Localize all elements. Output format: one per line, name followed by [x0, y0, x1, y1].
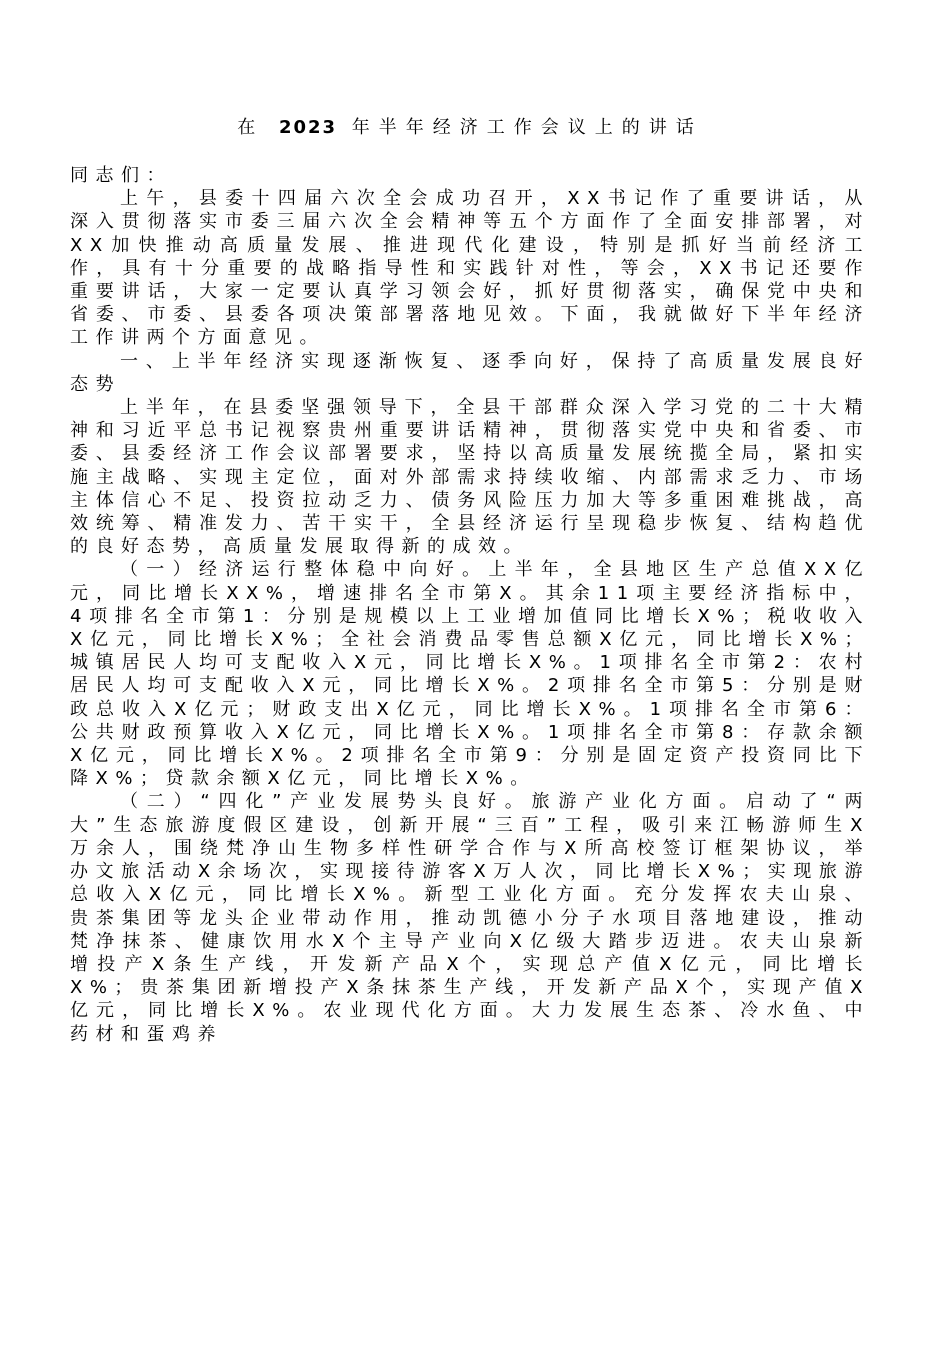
document-title	[70, 114, 870, 142]
paragraph-overview: 上半年，在县委坚强领导下，全县干部群众深入学习党的二十大精神和习近平总书记视察贵州重要讲话精神，贯彻落实党中央和省委、市委、县委经济工作会议部署要求，坚持以高质量发展统揽全局，紧扣实施主战略、实现主定位，面对外部需求持续收缩、内部需求乏力、市场主体信心不足、投资拉动乏力、债务风险压力加大等多重困难挑战，高效统筹、精准发力、苦干实干，全县经济运行呈现稳步恢复、结构趋优的良好态势，高质量发展取得新的成效。	[70, 397, 870, 558]
paragraph-economy: （一）经济运行整体稳中向好。上半年，全县地区生产总值XX亿元，同比增长XX%，增速排名全市第X。其余11项主要经济指标中，4项排名全市第1：分别是规模以上工业增加值同比增长X%；税收收入X亿元，同比增长X%；全社会消费品零售总额X亿元，同比增长X%；城镇居民人均可支配收入X元，同比增长X%。1项排名全市第2：农村居民人均可支配收入X元，同比增长X%。2项排名全市第5：分别是财政总收入X亿元；财政支出X亿元，同比增长X%。1项排名全市第6：公共财政预算收入X亿元，同比增长X%。1项排名全市第8：存款余额X亿元，同比增长X%。2项排名全市第9：分别是固定资产投资同比下降X%；贷款余额X亿元，同比增长X%。	[70, 559, 870, 790]
title-year: 2023	[278, 117, 338, 138]
document-page	[70, 114, 870, 1046]
title-prefix: 在	[237, 117, 265, 138]
title-suffix: 年半年经济工作会议上的讲话	[351, 117, 703, 138]
paragraph-intro: 上午，县委十四届六次全会成功召开，XX书记作了重要讲话，从深入贯彻落实市委三届六次全会精神等五个方面作了全面安排部署，对XX加快推动高质量发展、推进现代化建设，特别是抓好当前经济工作，具有十分重要的战略指导性和实践针对性，等会，XX书记还要作重要讲话，大家一定要认真学习领会好，抓好贯彻落实，确保党中央和省委、市委、县委各项决策部署落地见效。下面，我就做好下半年经济工作讲两个方面意见。	[70, 188, 870, 349]
salutation: 同志们：	[70, 165, 172, 186]
paragraph-industry: （二）“四化”产业发展势头良好。旅游产业化方面。启动了“两大”生态旅游度假区建设，创新开展“三百”工程，吸引来江畅游师生X万余人，围绕梵净山生物多样性研学合作与X所高校签订框架协议，举办文旅活动X余场次，实现接待游客X万人次，同比增长X%；实现旅游总收入X亿元，同比增长X%。新型工业化方面。充分发挥农夫山泉、贵茶集团等龙头企业带动作用，推动凯德小分子水项目落地建设，推动梵净抹茶、健康饮用水X个主导产业向X亿级大踏步迈进。农夫山泉新增投产X条生产线，开发新产品X个，实现总产值X亿元，同比增长X%；贵茶集团新增投产X条抹茶生产线，开发新产品X个，实现产值X亿元，同比增长X%。农业现代化方面。大力发展生态茶、冷水鱼、中药材和蛋鸡养	[70, 791, 870, 1045]
section-heading-1: 一、上半年经济实现逐渐恢复、逐季向好，保持了高质量发展良好态势	[70, 350, 870, 395]
